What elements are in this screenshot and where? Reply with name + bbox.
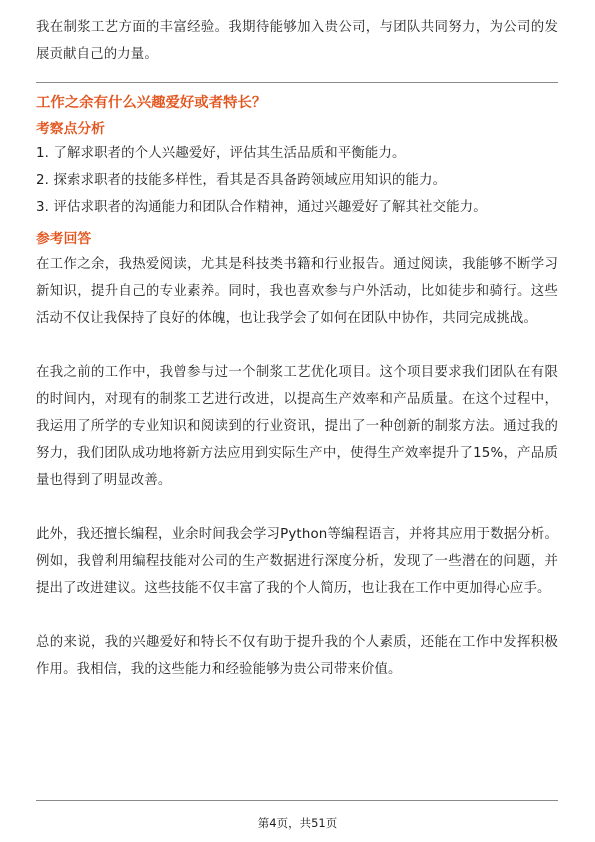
- answer-heading: 参考回答: [36, 231, 92, 247]
- answer-paragraph: 在工作之余，我热爱阅读，尤其是科技类书籍和行业报告。通过阅读，我能够不断学习新知识，提升自己的专业素养。同时，我也喜欢参与户外活动，比如徒步和骑行。这些活动不仅让我保持了良好的体魄，也让我学会了如何在团队中协作，共同完成挑战。: [36, 257, 558, 326]
- analysis-item: 1. 了解求职者的个人兴趣爱好，评估其生活品质和平衡能力。: [36, 146, 406, 161]
- paragraph-spacer: [36, 494, 558, 521]
- answer-paragraph: 在我之前的工作中，我曾参与过一个制浆工艺优化项目。这个项目要求我们团队在有限的时间内，对现有的制浆工艺进行改进，以提高生产效率和产品质量。在这个过程中，我运用了所学的专业知识和阅读到的行业资讯，提出了一种创新的制浆方法。通过我的努力，我们团队成功地将新方法应用到实际生产中，使得生产效率提升了15%，产品质量也得到了明显改善。: [36, 365, 558, 488]
- answer-paragraph: 总的来说，我的兴趣爱好和特长不仅有助于提升我的个人素质，还能在工作中发挥积极作用。我相信，我的这些能力和经验能够为贵公司带来价值。: [36, 635, 558, 677]
- analysis-item: 2. 探索求职者的技能多样性，看其是否具备跨领域应用知识的能力。: [36, 173, 447, 188]
- paragraph-spacer: [36, 332, 558, 359]
- answer-body: [36, 251, 558, 683]
- answer-paragraph: 此外，我还擅长编程，业余时间我会学习Python等编程语言，并将其应用于数据分析。例如，我曾利用编程技能对公司的生产数据进行深度分析，发现了一些潜在的问题，并提出了改进建议。这些技能不仅丰富了我的个人简历，也让我在工作中更加得心应手。: [36, 527, 558, 596]
- page-content: [36, 14, 558, 683]
- section-divider: [36, 82, 558, 83]
- analysis-list: [36, 143, 558, 219]
- intro-paragraph: 我在制浆工艺方面的丰富经验。我期待能够加入贵公司，与团队共同努力，为公司的发展贡献自己的力量。: [36, 20, 558, 62]
- footer-divider: [36, 800, 558, 801]
- analysis-heading: 考察点分析: [36, 121, 105, 137]
- page-number: 第4页，共51页: [257, 816, 338, 830]
- paragraph-spacer: [36, 602, 558, 629]
- question-title: 工作之余有什么兴趣爱好或者特长？: [36, 95, 267, 111]
- analysis-item: 3. 评估求职者的沟通能力和团队合作精神，通过兴趣爱好了解其社交能力。: [36, 200, 487, 215]
